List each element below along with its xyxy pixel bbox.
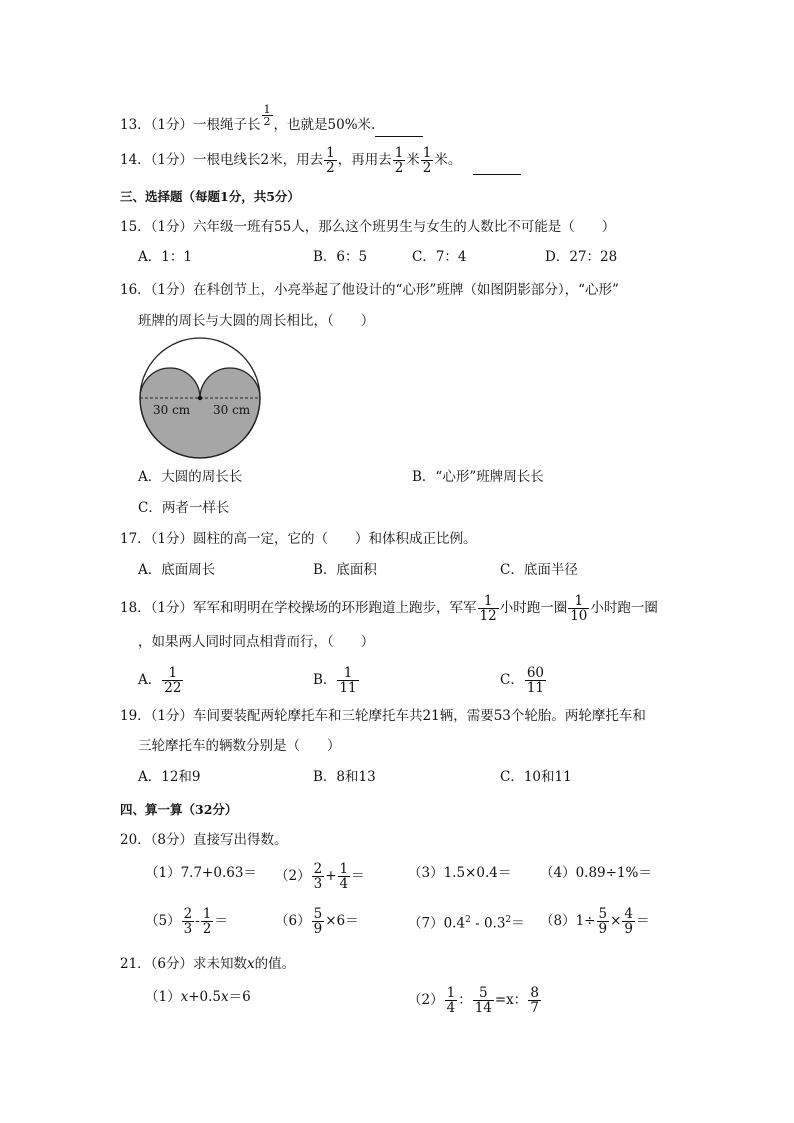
question-16-line2: 班牌的周长与大圆的周长相比，（ ） (138, 313, 375, 329)
heart-shape-figure (135, 335, 265, 465)
q21-i1-rest: ＝6 (228, 989, 251, 1005)
section-3-heading: 三、选择题（每题1分，共5分） (120, 189, 300, 204)
q20-i2-eq: ＝ (351, 868, 365, 884)
q20-i8-a-den: 9 (598, 921, 608, 937)
q20-i2-frac-b (338, 862, 351, 891)
q19-option-a[interactable]: A．12和9 (138, 769, 201, 785)
q21-i2-label: （2） (408, 992, 444, 1008)
q20-i5-frac-a (182, 907, 195, 936)
q21-item-1 (145, 988, 251, 1006)
center-point (198, 396, 202, 400)
q18-f2-den: 10 (570, 608, 588, 624)
q18-f2-num: 1 (574, 593, 584, 609)
q18-a-num: 1 (168, 665, 178, 681)
q14-fraction-1 (324, 146, 337, 175)
q19-option-c[interactable]: C．10和11 (500, 769, 572, 785)
q20-i8-eq: ＝ (636, 913, 650, 929)
q20-item-1: （1）7.7+0.63＝ (145, 865, 257, 881)
q20-i7-mid: - 0.3 (470, 915, 506, 932)
q18-option-b[interactable] (313, 666, 360, 695)
q13-prefix: 13．（1分）一根绳子长 (120, 117, 261, 133)
q20-item-8 (540, 907, 650, 936)
question-19-line1: 19．（1分）车间要装配两轮摩托车和三轮摩托车共21辆，需要53个轮胎。两轮摩托车和 (120, 708, 646, 724)
q18-c-den: 11 (526, 680, 545, 696)
q20-item-6 (275, 907, 359, 936)
q21-stem-post: 的值。 (254, 956, 296, 972)
q18-suffix: 小时跑一圈 (590, 600, 658, 616)
q14-f2-den: 2 (394, 160, 404, 176)
q14-fraction-3 (421, 146, 434, 175)
q20-item-5 (145, 907, 228, 936)
q20-i2-b-num: 1 (339, 861, 349, 877)
q20-i8-a-num: 5 (598, 906, 608, 922)
q18-option-c[interactable] (500, 666, 547, 695)
q21-i2-b-den: 14 (474, 1000, 492, 1016)
q14-f2-num: 1 (394, 145, 404, 161)
q13-fraction (262, 104, 273, 127)
q14-answer-blank[interactable] (473, 160, 521, 175)
q18-f1-den: 12 (479, 608, 497, 624)
q20-i7-exp2: 2 (505, 915, 512, 925)
q20-i2-label: （2） (275, 868, 311, 884)
question-14 (120, 146, 521, 175)
q18-option-a-fraction (162, 666, 183, 695)
q13-suffix: ，也就是50%米. (273, 117, 376, 133)
q20-i6-rest: ×6＝ (325, 913, 359, 929)
q18-prefix: 18．（1分）军军和明明在学校操场的环形跑道上跑步，军军 (120, 600, 477, 616)
q17-option-b[interactable]: B．底面积 (313, 562, 377, 578)
q15-option-d[interactable]: D．27：28 (545, 249, 618, 265)
q21-i2-frac-b (473, 986, 494, 1015)
q20-i8-frac-b (622, 907, 635, 936)
q20-i6-frac (312, 907, 325, 936)
section-4-heading: 四、算一算（32分） (120, 802, 238, 817)
q18-option-a[interactable] (138, 666, 184, 695)
question-13 (120, 103, 423, 137)
q13-answer-blank[interactable] (375, 122, 423, 137)
q21-i1-label: （1） (145, 989, 181, 1005)
q18-option-b-fraction (337, 666, 358, 695)
q20-i2-a-num: 2 (313, 861, 323, 877)
label-left-30cm: 30 cm (153, 403, 191, 417)
q21-i2-mid: =x： (494, 992, 528, 1008)
q21-i2-a-num: 1 (446, 985, 456, 1001)
q20-i5-a-den: 3 (183, 921, 193, 937)
q18-a-den: 22 (164, 680, 182, 696)
q20-item-2 (275, 862, 365, 891)
q17-option-a[interactable]: A．底面周长 (138, 562, 216, 578)
q20-i7-exp1: 2 (465, 915, 471, 925)
q21-i2-c-den: 7 (530, 1000, 539, 1016)
q21-i2-a-den: 4 (446, 1000, 456, 1016)
q20-i8-op: × (610, 913, 622, 929)
q14-f1-num: 1 (326, 145, 335, 161)
q14-f3-num: 1 (422, 145, 432, 161)
q20-i5-eq: ＝ (214, 913, 228, 929)
q20-i5-b-num: 1 (202, 906, 212, 922)
q15-option-b[interactable]: B．6：5 (313, 249, 368, 265)
q20-item-3: （3）1.5×0.4＝ (408, 865, 512, 881)
question-20-stem: 20．（8分）直接写出得数。 (120, 832, 288, 848)
q18-b-den: 11 (339, 680, 357, 696)
q20-i2-b-den: 4 (339, 876, 349, 892)
q20-i6-den: 9 (313, 921, 323, 937)
q21-i2-b-num: 5 (478, 985, 488, 1001)
q20-i7-eq: ＝ (511, 915, 525, 932)
q13-frac-den: 2 (263, 115, 271, 128)
q20-item-7 (408, 911, 525, 933)
question-18-line1 (120, 594, 658, 623)
q20-i2-a-den: 3 (313, 876, 323, 892)
q16-option-b[interactable]: B．“心形”班牌周长长 (412, 469, 544, 485)
q21-item-2 (408, 986, 542, 1015)
q13-frac-num: 1 (263, 103, 271, 116)
q21-i1-x2: x (221, 989, 229, 1005)
q17-option-c[interactable]: C．底面半径 (500, 562, 578, 578)
q18-option-c-fraction (525, 666, 546, 695)
question-16-line1: 16．（1分）在科创节上，小亮举起了他设计的“心形”班牌（如图阴影部分），“心形” (120, 282, 619, 298)
q21-i2-colon: ： (458, 992, 472, 1008)
q20-i6-num: 5 (313, 906, 323, 922)
q15-option-a[interactable]: A．1：1 (138, 249, 192, 265)
q18-option-b-label: B． (313, 672, 337, 688)
q18-b-num: 1 (343, 665, 353, 681)
q21-i2-c-num: 8 (530, 985, 539, 1001)
q18-fraction-2 (568, 594, 589, 623)
q14-fraction-2 (393, 146, 406, 175)
q15-option-c[interactable]: C．7：4 (412, 249, 467, 265)
q14-mid1: ，再用去 (337, 152, 392, 168)
question-21-stem (120, 955, 295, 973)
q21-stem-pre: 21．（6分）求未知数 (120, 956, 248, 972)
q21-i2-frac-a (445, 986, 458, 1015)
q14-mid2: 米 (406, 152, 420, 168)
q21-stem-var: x (247, 956, 255, 972)
q20-i8-pre: 1÷ (575, 913, 596, 929)
q16-option-c[interactable]: C．两者一样长 (138, 500, 230, 516)
q20-i5-b-den: 2 (202, 921, 212, 937)
q20-i8-b-num: 4 (624, 906, 633, 922)
q18-fraction-1 (478, 594, 499, 623)
q20-i8-b-den: 9 (624, 921, 633, 937)
q20-i2-frac-a (312, 862, 325, 891)
q14-suffix: 米。 (434, 152, 462, 168)
q18-f1-num: 1 (483, 593, 493, 609)
q20-i2-op: + (325, 868, 337, 884)
q21-i1-x1: x (180, 989, 189, 1005)
question-19-line2: 三轮摩托车的辆数分别是（ ） (138, 738, 341, 754)
q20-item-4: （4）0.89÷1%＝ (540, 865, 652, 881)
label-right-30cm: 30 cm (213, 403, 251, 417)
q18-option-c-label: C． (500, 672, 524, 688)
q20-i5-frac-b (201, 907, 214, 936)
q20-i5-label: （5） (145, 913, 181, 929)
question-18-line2: ，如果两人同时同点相背而行，（ ） (138, 634, 375, 650)
q18-option-a-label: A． (138, 672, 162, 688)
q14-f1-den: 2 (326, 160, 335, 176)
q19-option-b[interactable]: B．8和13 (313, 769, 376, 785)
question-17-stem: 17．（1分）圆柱的高一定，它的（ ）和体积成正比例。 (120, 531, 477, 547)
q21-i2-frac-c (528, 986, 541, 1015)
q20-i6-label: （6） (275, 913, 311, 929)
q14-prefix: 14．（1分）一根电线长2米，用去 (120, 152, 324, 168)
q20-i8-label: （8） (540, 913, 576, 929)
question-15-stem: 15．（1分）六年级一班有55人，那么这个班男生与女生的人数比不可能是（ ） (120, 219, 616, 235)
q16-option-a[interactable]: A．大圆的周长长 (138, 469, 243, 485)
q20-i8-frac-a (597, 907, 610, 936)
q20-i7-label: （7）0.4 (408, 915, 466, 932)
q14-f3-den: 2 (422, 160, 432, 176)
q20-i5-a-num: 2 (183, 906, 193, 922)
q18-mid: 小时跑一圈 (499, 600, 568, 616)
q20-i5-op: - (195, 913, 200, 929)
q21-i1-mid: +0.5 (188, 989, 221, 1005)
q18-c-num: 60 (526, 665, 545, 681)
